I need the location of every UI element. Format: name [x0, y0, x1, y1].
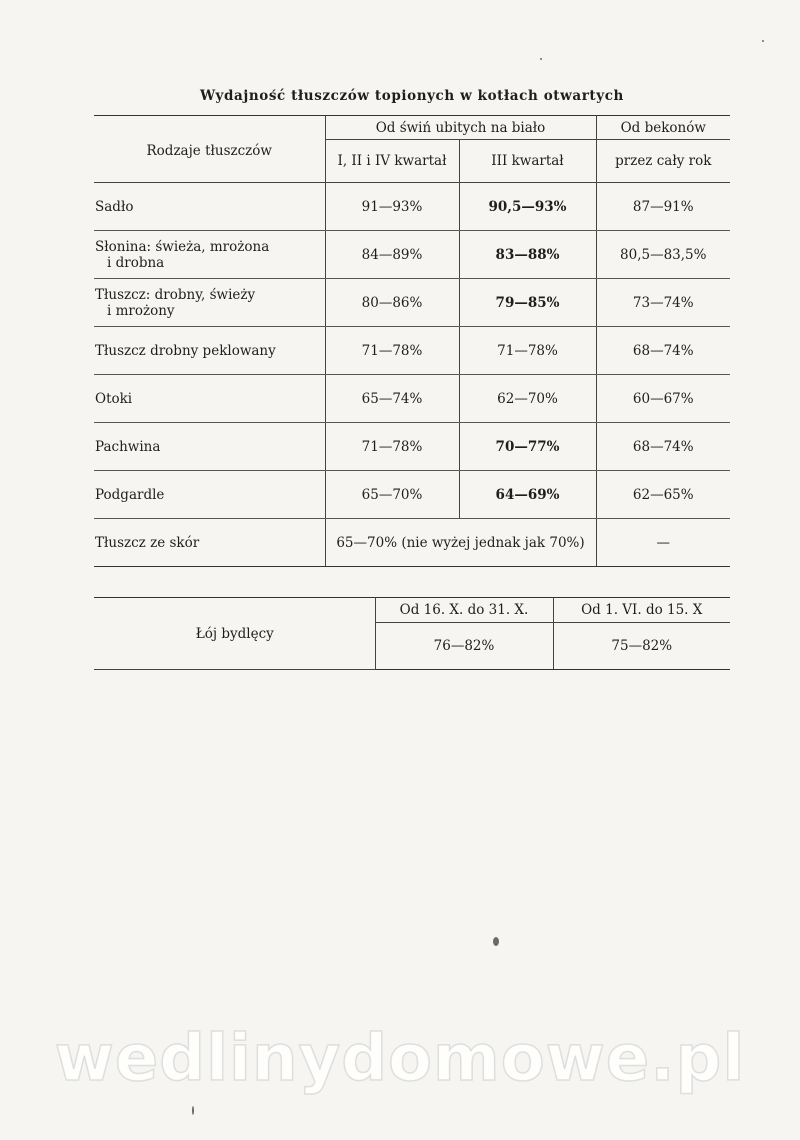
fat-type-name: Otoki: [94, 375, 325, 423]
scan-speck: [493, 937, 499, 946]
yield-q3: 71—78%: [459, 327, 596, 375]
fat-type-name-line1: Słonina: świeża, mrożona: [95, 238, 270, 255]
scan-speck: [540, 58, 542, 60]
header-group-bekon: Od bekonów: [596, 116, 730, 140]
yield-q124: 91—93%: [325, 183, 459, 231]
tallow-header-row: [94, 598, 730, 623]
yield-q3: 62—70%: [459, 375, 596, 423]
tallow-period-2: Od 1. VI. do 15. X: [553, 598, 730, 623]
scan-speck: [762, 40, 764, 42]
yield-q3: 83—88%: [459, 231, 596, 279]
table-row: [94, 519, 730, 567]
yield-q3: 90,5—93%: [459, 183, 596, 231]
tallow-value-2: 75—82%: [553, 623, 730, 670]
table-row: [94, 279, 730, 327]
yield-bekon: 80,5—83,5%: [596, 231, 730, 279]
header-row-groups: [94, 116, 730, 140]
yield-merged: 65—70% (nie wyżej jednak jak 70%): [325, 519, 596, 567]
yield-bekon: 60—67%: [596, 375, 730, 423]
yield-q124: 65—70%: [325, 471, 459, 519]
yield-q124: 80—86%: [325, 279, 459, 327]
tallow-value-1: 76—82%: [375, 623, 553, 670]
yield-q124: 65—74%: [325, 375, 459, 423]
yield-q124: 71—78%: [325, 327, 459, 375]
fat-type-name: Tłuszcz ze skór: [94, 519, 325, 567]
fat-type-name: Pachwina: [94, 423, 325, 471]
fat-type-name-line2: i drobna: [107, 254, 165, 271]
tallow-period-1: Od 16. X. do 31. X.: [375, 598, 553, 623]
header-kwartal-3: III kwartał: [459, 140, 596, 183]
yield-bekon: —: [596, 519, 730, 567]
fat-yield-table: [94, 115, 730, 567]
table-row: [94, 423, 730, 471]
yield-bekon: 87—91%: [596, 183, 730, 231]
yield-q3: 64—69%: [459, 471, 596, 519]
header-rodzaje: Rodzaje tłuszczów: [94, 116, 325, 183]
header-group-swin: Od świń ubitych na biało: [325, 116, 596, 140]
fat-type-name-line2: i mrożony: [107, 302, 175, 319]
yield-q124: 84—89%: [325, 231, 459, 279]
table-row: [94, 327, 730, 375]
yield-bekon: 62—65%: [596, 471, 730, 519]
table-row: [94, 183, 730, 231]
fat-type-name: Tłuszcz drobny peklowany: [94, 327, 325, 375]
yield-bekon: 73—74%: [596, 279, 730, 327]
table-row: [94, 231, 730, 279]
yield-bekon: 68—74%: [596, 423, 730, 471]
yield-q3: 70—77%: [459, 423, 596, 471]
header-caly-rok: przez cały rok: [596, 140, 730, 183]
yield-q3: 79—85%: [459, 279, 596, 327]
table-row: [94, 375, 730, 423]
page-title: Wydajność tłuszczów topionych w kotłach otwartych: [200, 88, 624, 104]
table-row: [94, 471, 730, 519]
yield-q124: 71—78%: [325, 423, 459, 471]
fat-type-name: [94, 279, 325, 327]
tallow-name: Łój bydlęcy: [94, 598, 375, 670]
fat-type-name: Podgardle: [94, 471, 325, 519]
watermark: wedlinydomowe.pl: [54, 1022, 746, 1096]
yield-bekon: 68—74%: [596, 327, 730, 375]
header-kwartal-124: I, II i IV kwartał: [325, 140, 459, 183]
fat-type-name: [94, 231, 325, 279]
scan-speck: [192, 1106, 194, 1115]
fat-type-name-line1: Tłuszcz: drobny, świeży: [95, 286, 256, 303]
fat-type-name: Sadło: [94, 183, 325, 231]
tallow-table: [94, 597, 730, 670]
